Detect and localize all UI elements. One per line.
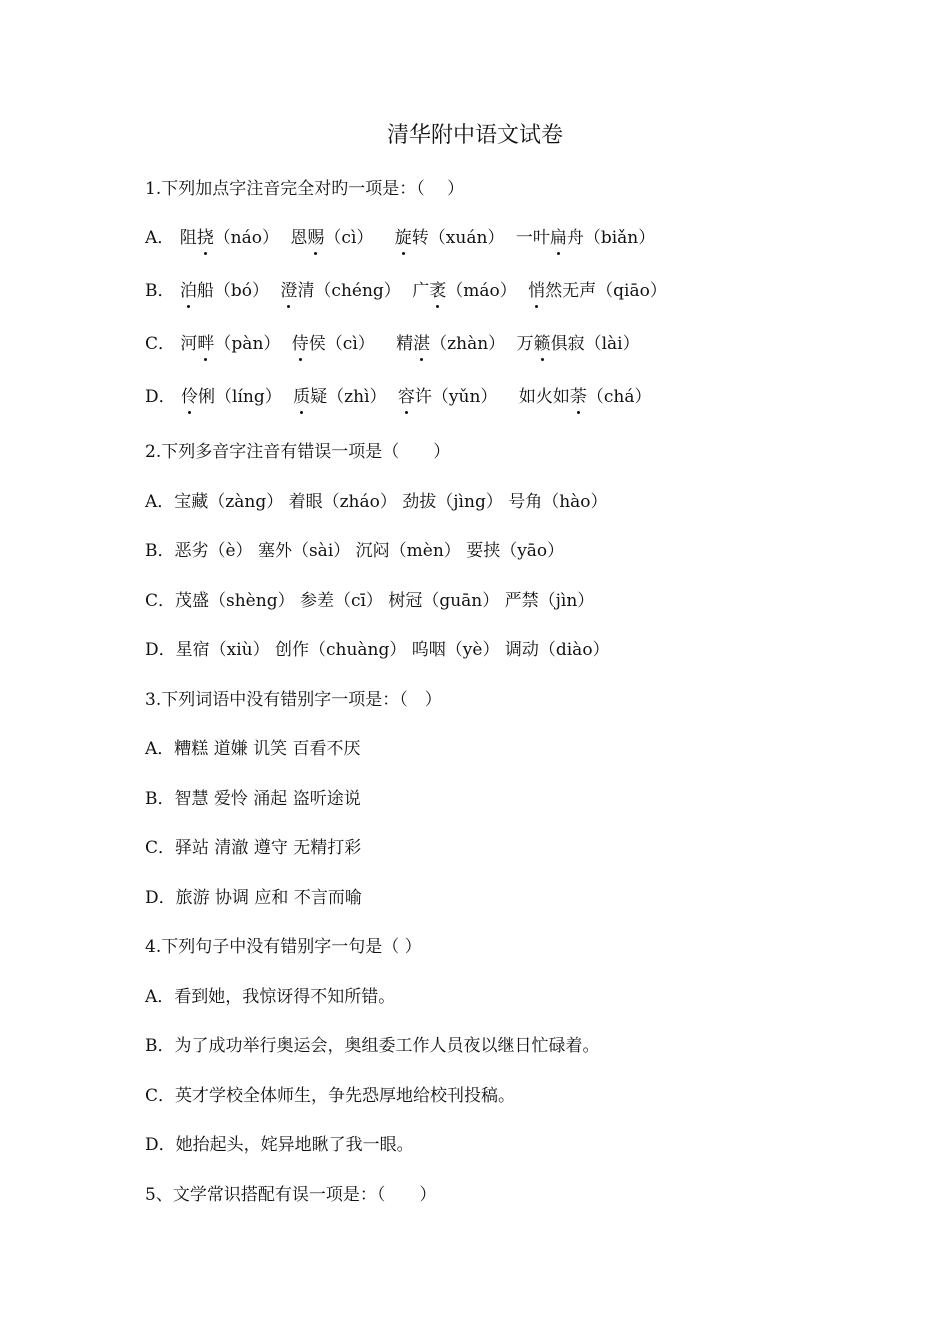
q2-option-d: D．星宿（xiù） 创作（chuàng） 呜咽（yè） 调动（diào） [145,640,610,660]
q1-b-item-4: 悄然无声（qiāo） [528,278,667,304]
q1-stem: 1.下列加点字注音完全对旳一项是：（ ） [145,179,465,199]
dotted-char: 容 [398,384,415,410]
q4-option-d: D．她抬起头，姹异地瞅了我一眼。 [145,1135,414,1155]
q3-option-a: A．糟糕 道嫌 讥笑 百看不厌 [145,739,361,759]
q2-stem: 2.下列多音字注音有错误一项是（ ） [145,442,451,462]
q1-option-d [145,384,845,410]
option-label: D． [145,387,176,407]
q1-d-item-1: 伶俐（líng） [181,384,282,410]
q1-a-item-4: 一叶扁舟（biǎn） [516,225,655,251]
q4-option-c: C．英才学校全体师生，争先恐厚地给校刊投稿。 [145,1086,516,1106]
option-label: A． [145,228,175,248]
option-label: B． [145,281,175,301]
q3-stem: 3.下列词语中没有错别字一项是：（ ） [145,690,442,710]
q1-c-item-1: 河畔（pàn） [180,331,280,357]
option-label: C． [145,334,176,354]
dotted-char: 赐 [307,225,324,251]
q1-c-item-4: 万籁俱寂（lài） [517,331,640,357]
dotted-char: 侍 [292,331,309,357]
dotted-char: 澄 [280,278,297,304]
q4-option-b: B．为了成功举行奥运会，奥组委工作人员夜以继日忙碌着。 [145,1036,600,1056]
exam-title: 清华附中语文试卷 [386,123,563,148]
q1-option-c [145,331,845,357]
q1-a-item-3: 旋转（xuán） [395,225,505,251]
dotted-char: 畔 [197,331,214,357]
dotted-char: 悄 [528,278,545,304]
q2-option-c: C．茂盛（shèng） 参差（cī） 树冠（guān） 严禁（jìn） [145,591,595,611]
q1-b-item-1: 泊船（bó） [180,278,269,304]
q1-d-item-4: 如火如荼（chá） [519,384,652,410]
q1-c-item-3: 精湛（zhàn） [396,331,505,357]
q4-option-a: A．看到她，我惊讶得不知所错。 [145,987,396,1007]
q1-d-item-2: 质疑（zhì） [293,384,386,410]
q1-option-b [145,278,845,304]
q1-a-item-2: 恩赐（cì） [290,225,373,251]
dotted-char: 旋 [395,225,412,251]
dotted-char: 泊 [180,278,197,304]
q1-a-item-1: 阻挠（náo） [180,225,279,251]
q1-b-item-2: 澄清（chéng） [280,278,400,304]
q1-c-item-2: 侍侯（cì） [292,331,375,357]
dotted-char: 伶 [181,384,198,410]
q3-option-b: B．智慧 爱怜 涌起 盗听途说 [145,789,361,809]
q4-stem: 4.下列句子中没有错别字一句是（ ） [145,937,422,957]
dotted-char: 荼 [570,384,587,410]
dotted-char: 挠 [197,225,214,251]
q1-option-a [145,225,845,251]
q3-option-d: D．旅游 协调 应和 不言而喻 [145,888,362,908]
q5-stem: 5、文学常识搭配有误一项是：（ ） [145,1185,437,1205]
dotted-char: 扁 [550,225,567,251]
q2-option-a: A．宝藏（zàng） 着眼（zháo） 劲拔（jìng） 号角（hào） [145,492,608,512]
q3-option-c: C．驿站 清澈 遵守 无精打彩 [145,838,362,858]
q2-option-b: B．恶劣（è） 塞外（sài） 沉闷（mèn） 要挟（yāo） [145,541,565,561]
dotted-char: 湛 [413,331,430,357]
dotted-char: 袤 [429,278,446,304]
q1-b-item-3: 广袤（máo） [412,278,517,304]
dotted-char: 质 [293,384,310,410]
dotted-char: 籁 [534,331,551,357]
q1-d-item-3: 容许（yǔn） [398,384,498,410]
